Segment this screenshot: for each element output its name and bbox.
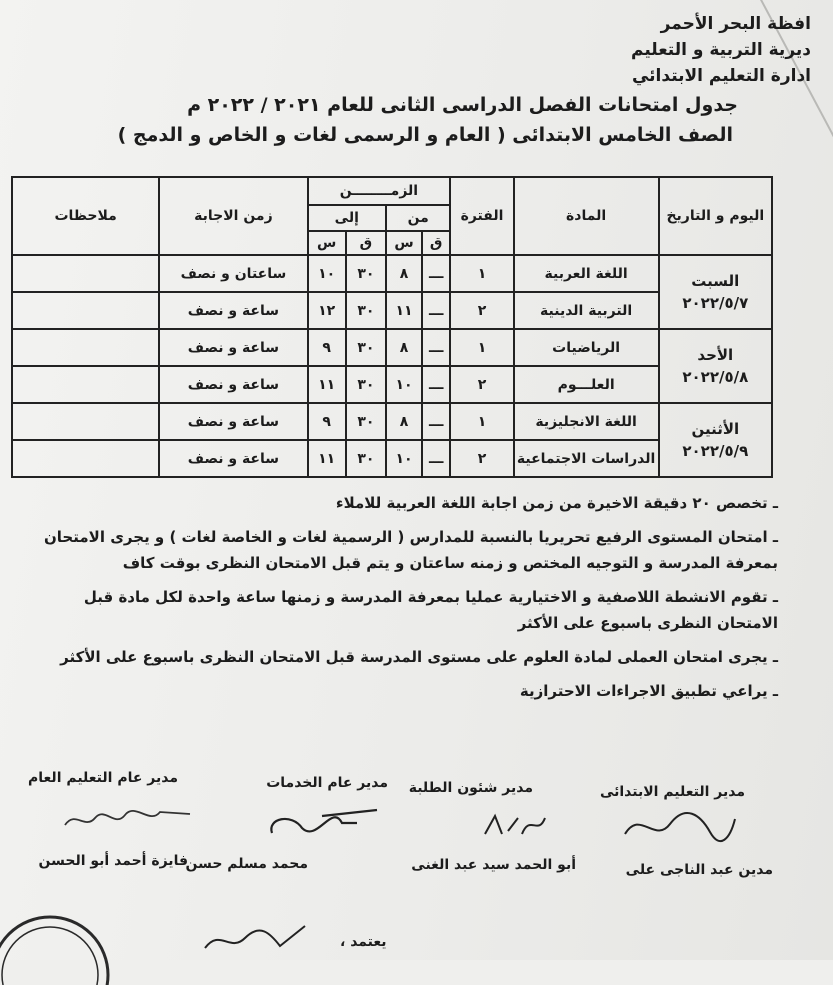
period-cell: ٢ (450, 366, 513, 403)
to-minute-cell: ٣٠ (346, 366, 386, 403)
signature-mark-icon (60, 800, 195, 840)
note-item: ـ يراعي تطبيق الاجراءات الاحترازية (519, 682, 778, 700)
note-item: ـ امتحان المستوى الرفيع تحريريا بالنسبة للمدارس ( الرسمية لغات و الخاصة لغات ) و يجرى الامتحان بمعرفة المدرسة و التوجيه المختص و زمنه ساعتان و يتم قبل الامتحان النظرى بوقت كاف (44, 528, 778, 572)
to-hour-cell: ١١ (308, 440, 346, 477)
day-name: الأثنين (691, 420, 740, 438)
from-hour-cell: ٨ (386, 403, 422, 440)
signature-name-general: فايزة أحمد أبو الحسن (38, 853, 188, 869)
header-period: الفترة (450, 177, 513, 255)
header-day-date: اليوم و التاريخ (659, 177, 772, 255)
header-directorate: ديرية التربية و التعليم (630, 40, 811, 60)
period-cell: ١ (450, 329, 513, 366)
note-item: ـ تخصص ٢٠ دقيقة الاخيرة من زمن اجابة اللغة العربية للاملاء (335, 494, 778, 512)
header-to-minute: ق (346, 231, 386, 255)
subject-cell: الرياضيات (514, 329, 659, 366)
day-cell (659, 403, 772, 477)
document-title: جدول امتحانات الفصل الدراسى الثانى للعام ٢٠٢١ / ٢٠٢٢ م (187, 94, 738, 116)
day-date: ٢٠٢٢/٥/٨ (682, 368, 749, 386)
subject-cell: اللغة الانجليزية (514, 403, 659, 440)
duration-cell: ساعة و نصف (159, 366, 307, 403)
table-row (12, 366, 772, 403)
header-time: الزمــــــــن (308, 177, 451, 205)
to-minute-cell: ٣٠ (346, 329, 386, 366)
to-hour-cell: ٩ (308, 329, 346, 366)
day-name: السبت (691, 272, 740, 290)
period-cell: ١ (450, 255, 513, 292)
header-notes: ملاحظات (12, 177, 159, 255)
notes-cell (12, 403, 159, 440)
day-date: ٢٠٢٢/٥/٧ (682, 294, 749, 312)
table-row (12, 329, 772, 366)
notes-cell (12, 329, 159, 366)
approval-label: يعتمد ، (340, 934, 387, 950)
subject-cell: العلـــوم (514, 366, 659, 403)
subject-cell: التربية الدينية (514, 292, 659, 329)
to-hour-cell: ١٢ (308, 292, 346, 329)
duration-cell: ساعة و نصف (159, 440, 307, 477)
duration-cell: ساعتان و نصف (159, 255, 307, 292)
header-from-hour: س (386, 231, 422, 255)
header-governorate: افظة البحر الأحمر (660, 14, 811, 34)
to-hour-cell: ١٠ (308, 255, 346, 292)
from-minute-cell: ـــ (422, 403, 450, 440)
signature-mark-icon (480, 806, 550, 842)
header-from: من (386, 205, 450, 231)
period-cell: ١ (450, 403, 513, 440)
note-item: ـ تقوم الانشطة اللاصفية و الاختيارية عمليا بمعرفة المدرسة و زمنها ساعة واحدة لكل مادة قبل الامتحان النظرى باسبوع على الأكثر (83, 588, 778, 632)
document-subtitle: الصف الخامس الابتدائى ( العام و الرسمى لغات و الخاص و الدمج ) (117, 124, 733, 146)
day-cell (659, 329, 772, 403)
approval-signature-icon (200, 918, 310, 958)
period-cell: ٢ (450, 440, 513, 477)
header-duration: زمن الاجابة (159, 177, 307, 255)
signature-name-services: محمد مسلم حسن (185, 856, 308, 872)
duration-cell: ساعة و نصف (159, 329, 307, 366)
header-to-hour: س (308, 231, 346, 255)
day-name: الأحد (697, 346, 734, 364)
from-minute-cell: ـــ (422, 366, 450, 403)
table-row (12, 255, 772, 292)
to-hour-cell: ١١ (308, 366, 346, 403)
signature-title-services: مدير عام الخدمات (266, 775, 388, 791)
table-row (12, 292, 772, 329)
from-minute-cell: ـــ (422, 255, 450, 292)
day-cell (659, 255, 772, 329)
signature-mark-icon (262, 798, 387, 846)
notes-cell (12, 292, 159, 329)
to-minute-cell: ٣٠ (346, 440, 386, 477)
header-subject: المادة (514, 177, 659, 255)
to-minute-cell: ٣٠ (346, 292, 386, 329)
header-to: إلى (308, 205, 387, 231)
to-minute-cell: ٣٠ (346, 255, 386, 292)
exam-schedule-table (11, 176, 773, 478)
duration-cell: ساعة و نصف (159, 292, 307, 329)
signature-name-students: أبو الحمد سيد عبد الغنى (411, 857, 576, 873)
signature-name-primary: مدين عبد الناجى على (625, 862, 773, 878)
signature-title-primary: مدير التعليم الابتدائى (599, 784, 745, 800)
notes-cell (12, 440, 159, 477)
notes-cell (12, 366, 159, 403)
subject-cell: اللغة العربية (514, 255, 659, 292)
from-minute-cell: ـــ (422, 440, 450, 477)
from-hour-cell: ١٠ (386, 366, 422, 403)
from-hour-cell: ١١ (386, 292, 422, 329)
signature-title-students: مدير شئون الطلبة (408, 780, 533, 796)
signature-mark-icon (620, 804, 740, 848)
official-stamp-icon (0, 905, 110, 985)
day-date: ٢٠٢٢/٥/٩ (682, 442, 749, 460)
to-hour-cell: ٩ (308, 403, 346, 440)
notes-list (18, 490, 778, 712)
signature-title-general: مدير عام التعليم العام (28, 770, 178, 786)
from-hour-cell: ١٠ (386, 440, 422, 477)
duration-cell: ساعة و نصف (159, 403, 307, 440)
subject-cell: الدراسات الاجتماعية (514, 440, 659, 477)
from-hour-cell: ٨ (386, 255, 422, 292)
table-row (12, 440, 772, 477)
notes-cell (12, 255, 159, 292)
from-hour-cell: ٨ (386, 329, 422, 366)
note-item: ـ يجرى امتحان العملى لمادة العلوم على مستوى المدرسة قبل الامتحان النظرى باسبوع على الأكثر (60, 648, 778, 666)
table-row (12, 403, 772, 440)
header-from-minute: ق (422, 231, 450, 255)
header-administration: ادارة التعليم الابتدائي (631, 66, 811, 86)
from-minute-cell: ـــ (422, 329, 450, 366)
period-cell: ٢ (450, 292, 513, 329)
to-minute-cell: ٣٠ (346, 403, 386, 440)
from-minute-cell: ـــ (422, 292, 450, 329)
